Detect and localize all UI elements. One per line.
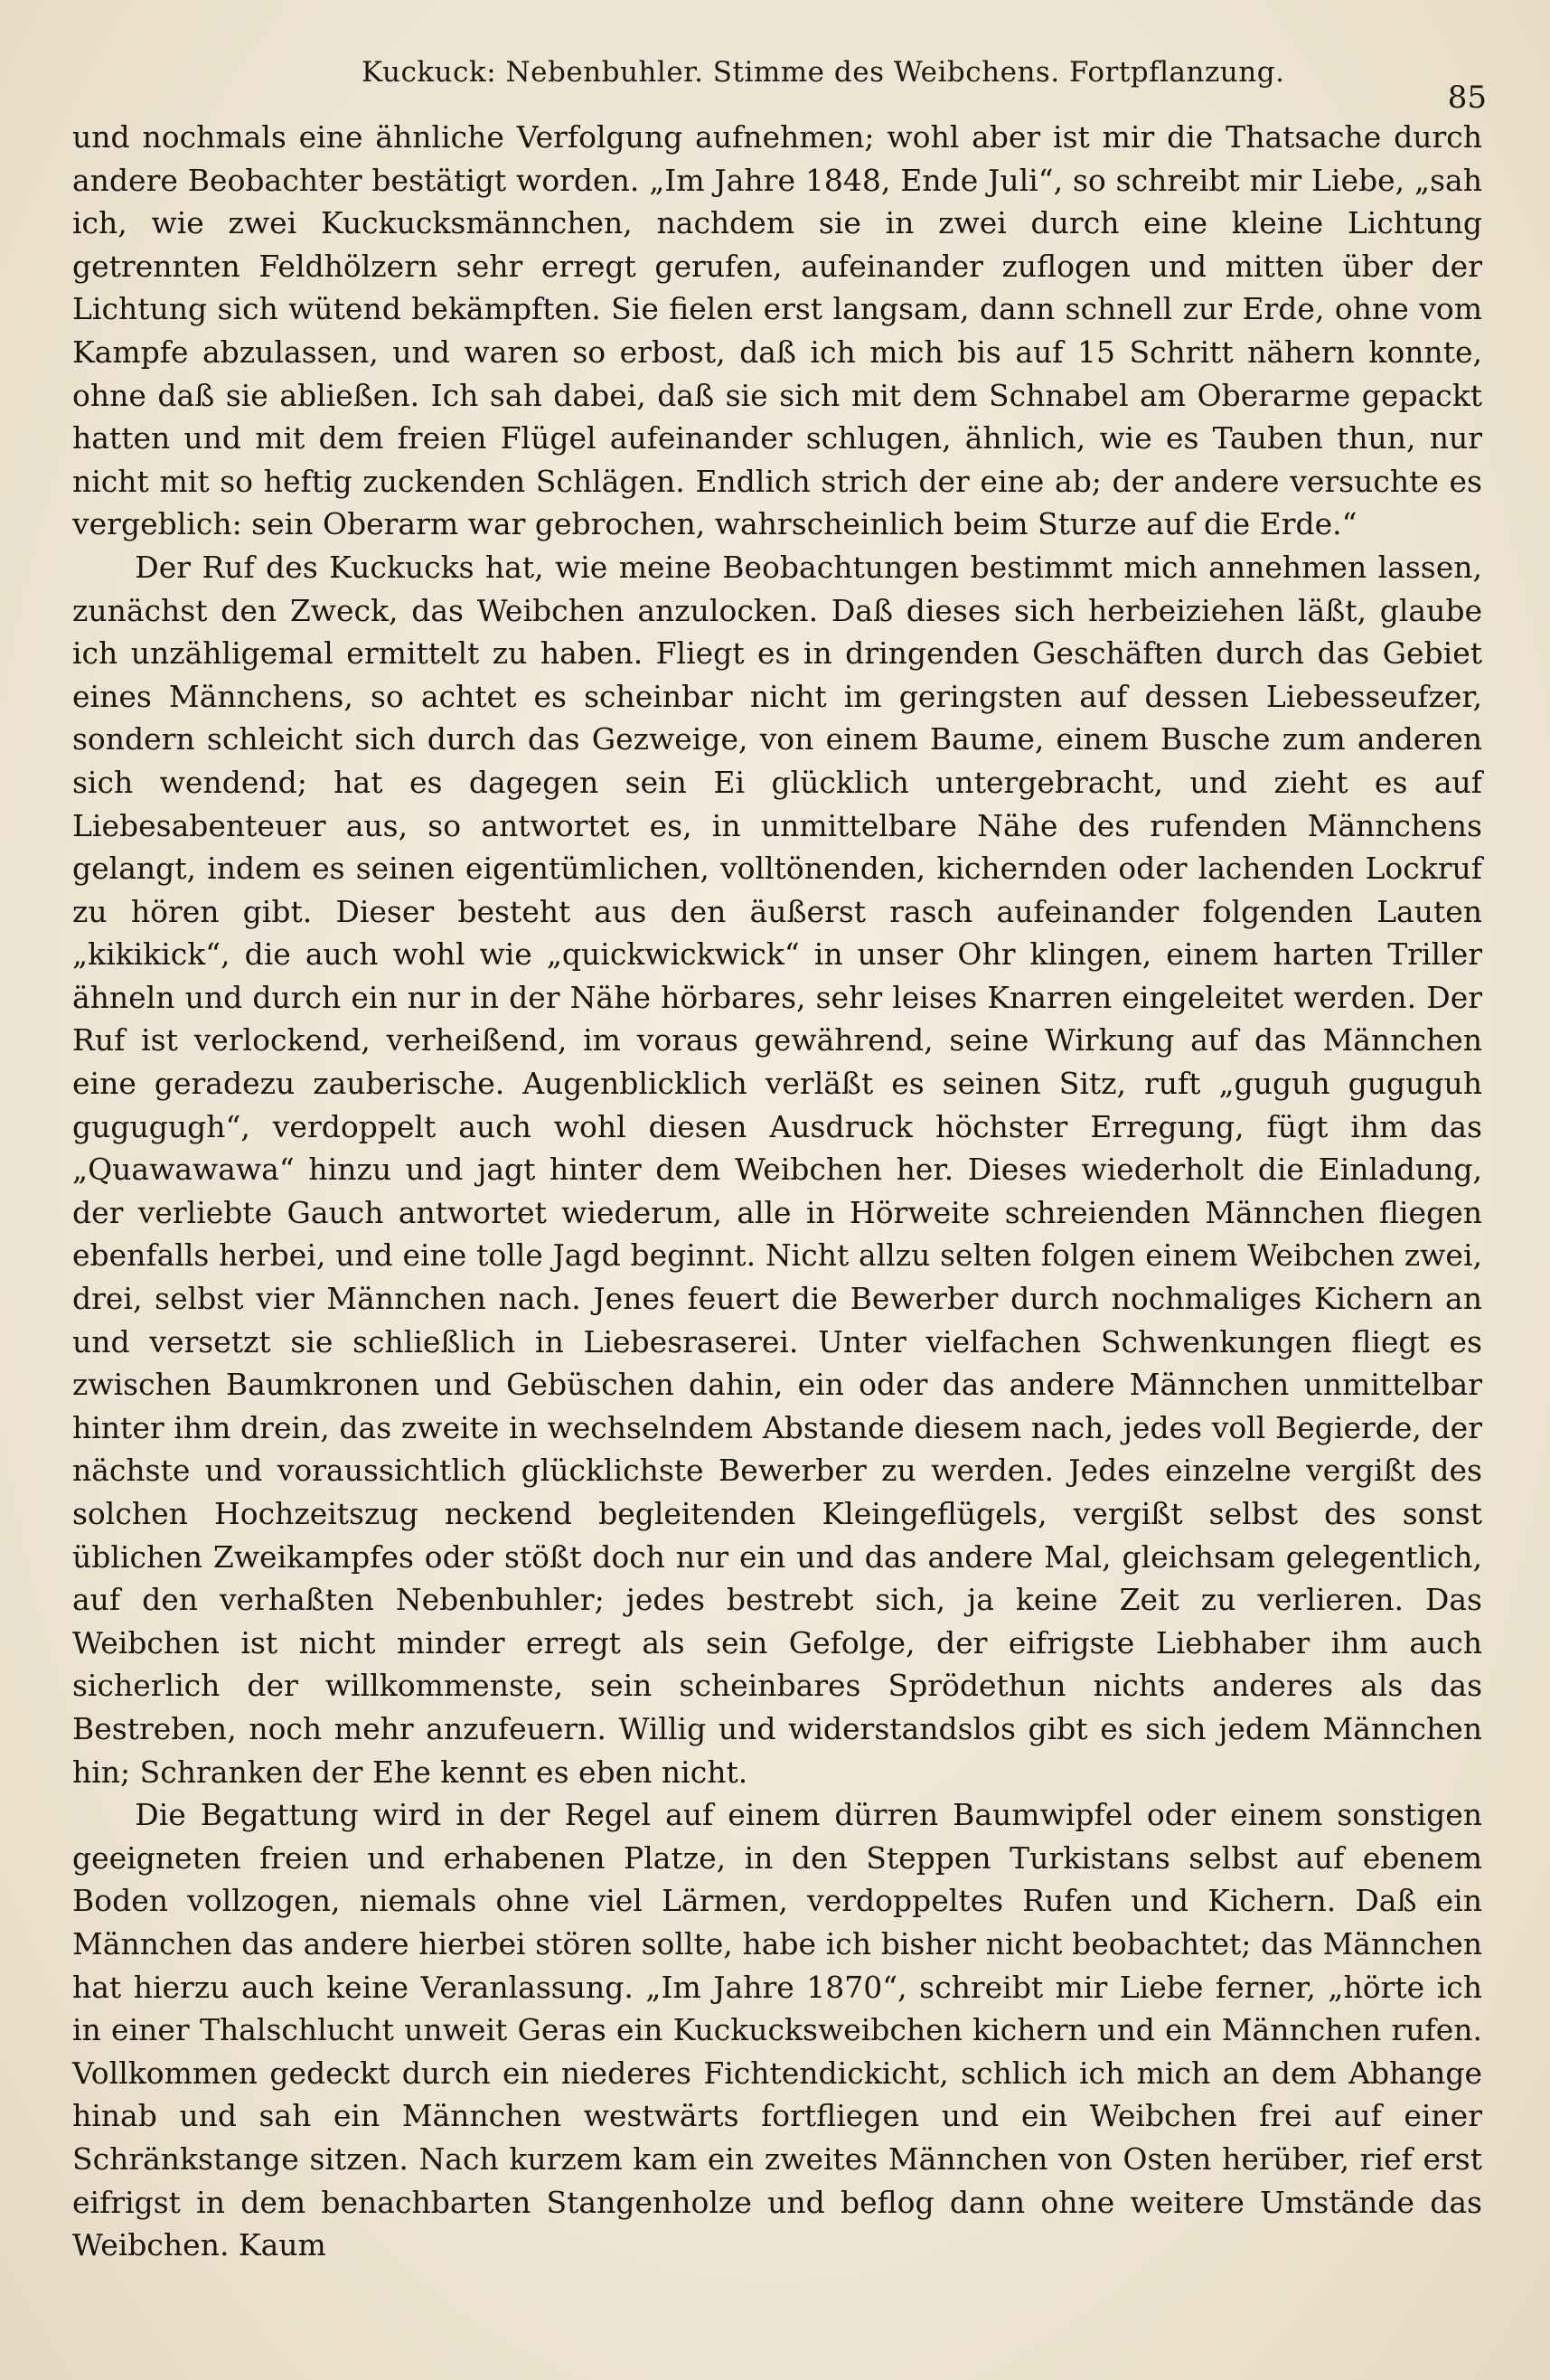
page-number: 85: [1447, 80, 1487, 116]
body-text: [72, 116, 1482, 2267]
running-title: Kuckuck: Nebenbuhler. Stimme des Weibchens. Fortpflanzung.: [362, 56, 1285, 89]
paragraph-2: Der Ruf des Kuckucks hat, wie meine Beobachtungen bestimmt mich annehmen lassen, zunächst den Zweck, das Weibchen anzulocken. Daß dieses sich herbeiziehen läßt, glaube ich unzähligemal ermittelt zu haben. Fliegt es in dringenden Geschäften durch das Gebiet eines Männchens, so achtet es scheinbar nicht im geringsten auf dessen Liebesseufzer, sondern schleicht sich durch das Gezweige, von einem Baume, einem Busche zum anderen sich wendend; hat es dagegen sein Ei glücklich untergebracht, und zieht es auf Liebesabenteuer aus, so antwortet es, in unmittelbare Nähe des rufenden Männchens gelangt, indem es seinen eigentümlichen, volltönenden, kichernden oder lachenden Lockruf zu hören gibt. Dieser besteht aus den äußerst rasch aufeinander folgenden Lauten „kikikick“, die auch wohl wie „quickwickwick“ in unser Ohr klingen, einem harten Triller ähneln und durch ein nur in der Nähe hörbares, sehr leises Knarren eingeleitet werden. Der Ruf ist verlockend, verheißend, im voraus gewährend, seine Wirkung auf das Männchen eine geradezu zauberische. Augenblicklich verläßt es seinen Sitz, ruft „guguh guguguh gugugugh“, verdoppelt auch wohl diesen Ausdruck höchster Erregung, fügt ihm das „Quawawawa“ hinzu und jagt hinter dem Weibchen her. Dieses wiederholt die Einladung, der verliebte Gauch antwortet wiederum, alle in Hörweite schreienden Männchen fliegen ebenfalls herbei, und eine tolle Jagd beginnt. Nicht allzu selten folgen einem Weibchen zwei, drei, selbst vier Männchen nach. Jenes feuert die Bewerber durch nochmaliges Kichern an und versetzt sie schließlich in Liebesraserei. Unter vielfachen Schwenkungen fliegt es zwischen Baumkronen und Gebüschen dahin, ein oder das andere Männchen unmittelbar hinter ihm drein, das zweite in wechselndem Abstande diesem nach, jedes voll Begierde, der nächste und voraussichtlich glücklichste Bewerber zu werden. Jedes einzelne vergißt des solchen Hochzeitszug neckend begleitenden Kleingeflügels, vergißt selbst des sonst üblichen Zweikampfes oder stößt doch nur ein und das andere Mal, gleichsam gelegentlich, auf den verhaßten Nebenbuhler; jedes bestrebt sich, ja keine Zeit zu verlieren. Das Weibchen ist nicht minder erregt als sein Gefolge, der eifrigste Liebhaber ihm auch sicherlich der willkommenste, sein scheinbares Sprödethun nichts anderes als das Bestreben, noch mehr anzufeuern. Willig und widerstandslos gibt es sich jedem Männchen hin; Schranken der Ehe kennt es eben nicht.: [72, 549, 1482, 1790]
page-header: [72, 47, 1487, 116]
paragraph-1: und nochmals eine ähnliche Verfolgung aufnehmen; wohl aber ist mir die Thatsache durch andere Beobachter bestätigt worden. „Im Jahre 1848, Ende Juli“, so schreibt mir Liebe, „sah ich, wie zwei Kuckucksmännchen, nachdem sie in zwei durch eine kleine Lichtung getrennten Feldhölzern sehr erregt gerufen, aufeinander zuflogen und mitten über der Lichtung sich wütend bekämpften. Sie fielen erst langsam, dann schnell zur Erde, ohne vom Kampfe abzulassen, und waren so erbost, daß ich mich bis auf 15 Schritt nähern konnte, ohne daß sie abließen. Ich sah dabei, daß sie sich mit dem Schnabel am Oberarme gepackt hatten und mit dem freien Flügel aufeinander schlugen, ähnlich, wie es Tauben thun, nur nicht mit so heftig zuckenden Schlägen. Endlich strich der eine ab; der andere versuchte es vergeblich: sein Oberarm war gebrochen, wahrscheinlich beim Sturze auf die Erde.“: [72, 119, 1482, 542]
paragraph-3: Die Begattung wird in der Regel auf einem dürren Baumwipfel oder einem sonstigen geeigneten freien und erhabenen Platze, in den Steppen Turkistans selbst auf ebenem Boden vollzogen, niemals ohne viel Lärmen, verdoppeltes Rufen und Kichern. Daß ein Männchen das andere hierbei stören sollte, habe ich bisher nicht beobachtet; das Männchen hat hierzu auch keine Veranlassung. „Im Jahre 1870“, schreibt mir Liebe ferner, „hörte ich in einer Thalschlucht unweit Geras ein Kuckucksweibchen kichern und ein Männchen rufen. Vollkommen gedeckt durch ein niederes Fichtendickicht, schlich ich mich an dem Abhange hinab und sah ein Männchen westwärts fortfliegen und ein Weibchen frei auf einer Schränkstange sitzen. Nach kurzem kam ein zweites Männchen von Osten herüber, rief erst eifrigst in dem benachbarten Stangenholze und beflog dann ohne weitere Umstände das Weibchen. Kaum: [72, 1797, 1482, 2263]
